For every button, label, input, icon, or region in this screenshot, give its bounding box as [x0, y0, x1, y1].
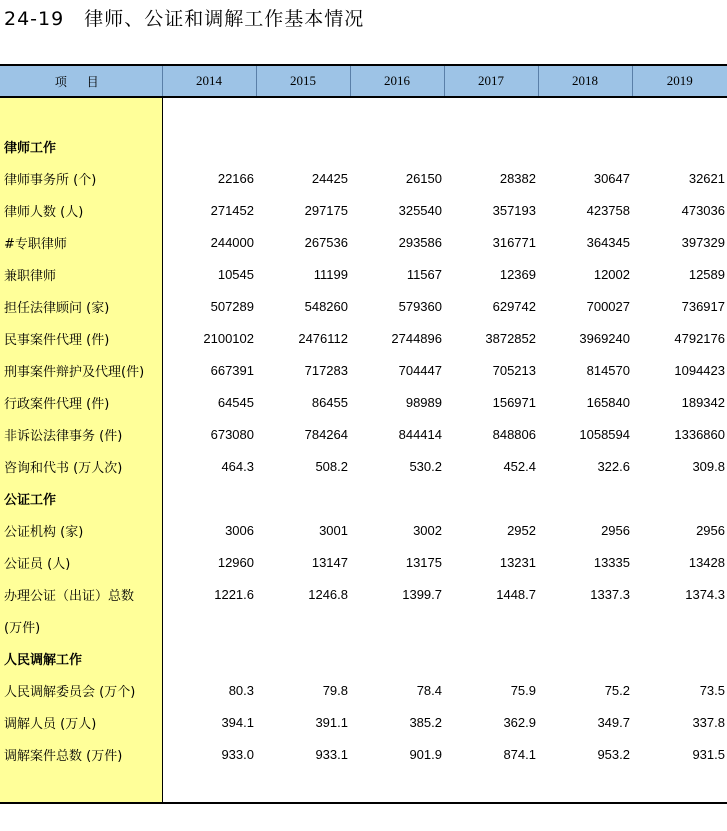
cell-value: 473036	[681, 202, 725, 218]
table-row	[0, 578, 727, 610]
row-label: 律师事务所 (个)	[0, 162, 162, 194]
cell-value: 28382	[499, 170, 536, 186]
row-label: 行政案件代理 (件)	[0, 386, 162, 418]
cell-value	[538, 610, 632, 642]
cell-value: 1246.8	[308, 586, 348, 602]
cell-value: 30647	[593, 170, 630, 186]
cell-value	[444, 770, 538, 803]
cell-value: 316771	[492, 234, 536, 250]
cell-value: 26150	[405, 170, 442, 186]
table-row	[0, 386, 727, 418]
cell-value: 507289	[210, 298, 254, 314]
row-label: 公证员 (人)	[0, 546, 162, 578]
cell-value: 12369	[499, 266, 536, 282]
cell-value: 1374.3	[685, 586, 725, 602]
cell-value: 12589	[688, 266, 725, 282]
cell-value: 673080	[210, 426, 254, 442]
header-year: 2016	[350, 65, 444, 97]
table-row	[0, 706, 727, 738]
cell-value: 13428	[688, 554, 725, 570]
cell-value: 391.1	[315, 714, 348, 730]
cell-value: 165840	[586, 394, 630, 410]
cell-value: 2956	[601, 522, 630, 538]
cell-value	[256, 97, 350, 130]
cell-value	[538, 770, 632, 803]
cell-value	[632, 482, 727, 514]
cell-value: 874.1	[503, 746, 536, 762]
section-heading: 公证工作	[0, 482, 162, 514]
cell-value: 11567	[406, 266, 442, 282]
cell-value	[632, 642, 727, 674]
table-row	[0, 258, 727, 290]
cell-value	[444, 642, 538, 674]
cell-value: 13147	[311, 554, 348, 570]
row-label: 刑事案件辩护及代理(件)	[0, 354, 162, 386]
cell-value	[256, 130, 350, 162]
cell-value: 79.8	[322, 682, 348, 698]
cell-value	[162, 130, 256, 162]
row-label: 公证机构 (家)	[0, 514, 162, 546]
cell-value: 933.0	[221, 746, 254, 762]
cell-value: 548260	[304, 298, 348, 314]
cell-value: 848806	[492, 426, 536, 442]
cell-value: 293586	[398, 234, 442, 250]
cell-value: 271452	[210, 202, 254, 218]
cell-value	[350, 482, 444, 514]
cell-value	[632, 610, 727, 642]
cell-value: 1058594	[579, 426, 630, 442]
cell-value: 3001	[319, 522, 348, 538]
table-row	[0, 482, 727, 514]
cell-value	[162, 610, 256, 642]
cell-value: 2956	[696, 522, 725, 538]
cell-value	[444, 130, 538, 162]
cell-value	[162, 97, 256, 130]
cell-value: 3006	[225, 522, 254, 538]
table-row	[0, 354, 727, 386]
cell-value: 1221.6	[214, 586, 254, 602]
cell-value: 844414	[398, 426, 442, 442]
cell-value: 705213	[492, 362, 536, 378]
cell-value: 349.7	[597, 714, 630, 730]
cell-value: 297175	[304, 202, 348, 218]
cell-value: 75.9	[510, 682, 536, 698]
table-row	[0, 194, 727, 226]
cell-value: 337.8	[692, 714, 725, 730]
cell-value: 24425	[311, 170, 348, 186]
cell-value: 394.1	[221, 714, 254, 730]
cell-value: 579360	[398, 298, 442, 314]
cell-value: 1337.3	[590, 586, 630, 602]
cell-value: 1448.7	[496, 586, 536, 602]
table-row	[0, 610, 727, 642]
cell-value: 704447	[398, 362, 442, 378]
cell-value	[538, 482, 632, 514]
cell-value: 362.9	[503, 714, 536, 730]
cell-value: 508.2	[315, 458, 348, 474]
cell-value	[162, 770, 256, 803]
cell-value: 423758	[586, 202, 630, 218]
cell-value: 1336860	[674, 426, 725, 442]
row-label: 调解人员 (万人)	[0, 706, 162, 738]
cell-value	[632, 130, 727, 162]
cell-value: 901.9	[409, 746, 442, 762]
table-row	[0, 130, 727, 162]
row-label: 民事案件代理 (件)	[0, 322, 162, 354]
cell-value: 4792176	[674, 330, 725, 346]
cell-value	[632, 770, 727, 803]
cell-value: 357193	[492, 202, 536, 218]
header-year: 2017	[444, 65, 538, 97]
cell-value: 736917	[681, 298, 725, 314]
cell-value	[256, 770, 350, 803]
cell-value	[256, 610, 350, 642]
cell-value: 3002	[413, 522, 442, 538]
cell-value	[350, 610, 444, 642]
cell-value: 2744896	[391, 330, 442, 346]
cell-value: 1094423	[674, 362, 725, 378]
statistics-table	[0, 64, 727, 804]
cell-value: 2100102	[203, 330, 254, 346]
table-row	[0, 162, 727, 194]
section-heading: 律师工作	[0, 130, 162, 162]
table-row	[0, 418, 727, 450]
cell-value: 2952	[507, 522, 536, 538]
cell-value	[256, 642, 350, 674]
row-label: 兼职律师	[0, 258, 162, 290]
cell-value	[444, 97, 538, 130]
table-row	[0, 674, 727, 706]
cell-value: 530.2	[409, 458, 442, 474]
row-label	[0, 770, 162, 803]
header-row	[0, 65, 727, 97]
table-title: 律师、公证和调解工作基本情况	[84, 8, 365, 30]
cell-value	[444, 610, 538, 642]
cell-value: 267536	[304, 234, 348, 250]
cell-value: 78.4	[416, 682, 442, 698]
cell-value: 322.6	[597, 458, 630, 474]
cell-value: 189342	[681, 394, 725, 410]
cell-value: 32621	[688, 170, 725, 186]
row-label: 调解案件总数 (万件)	[0, 738, 162, 770]
cell-value: 397329	[681, 234, 725, 250]
cell-value: 325540	[398, 202, 442, 218]
cell-value: 13175	[405, 554, 442, 570]
cell-value	[350, 130, 444, 162]
row-label: #专职律师	[0, 226, 162, 258]
cell-value: 12002	[593, 266, 630, 282]
cell-value: 75.2	[604, 682, 630, 698]
cell-value: 629742	[492, 298, 536, 314]
row-label: (万件)	[0, 610, 162, 642]
cell-value: 931.5	[692, 746, 725, 762]
cell-value: 717283	[304, 362, 348, 378]
table-row	[0, 97, 727, 130]
cell-value: 86455	[311, 394, 348, 410]
cell-value: 667391	[210, 362, 254, 378]
cell-value: 12960	[217, 554, 254, 570]
table-row	[0, 642, 727, 674]
row-label: 人民调解委员会 (万个)	[0, 674, 162, 706]
cell-value: 156971	[492, 394, 536, 410]
cell-value: 3969240	[579, 330, 630, 346]
cell-value: 244000	[210, 234, 254, 250]
cell-value: 814570	[586, 362, 630, 378]
cell-value: 933.1	[315, 746, 348, 762]
table-row	[0, 450, 727, 482]
cell-value: 784264	[304, 426, 348, 442]
cell-value: 22166	[217, 170, 254, 186]
row-label: 担任法律顾问 (家)	[0, 290, 162, 322]
cell-value: 309.8	[692, 458, 725, 474]
cell-value: 364345	[586, 234, 630, 250]
table-row	[0, 226, 727, 258]
cell-value: 10545	[217, 266, 254, 282]
cell-value: 11199	[313, 266, 348, 282]
cell-value: 98989	[405, 394, 442, 410]
cell-value: 2476112	[298, 330, 348, 346]
cell-value: 452.4	[503, 458, 536, 474]
cell-value	[350, 97, 444, 130]
cell-value: 464.3	[221, 458, 254, 474]
table-row	[0, 738, 727, 770]
cell-value: 80.3	[228, 682, 254, 698]
row-label: 咨询和代书 (万人次)	[0, 450, 162, 482]
cell-value: 953.2	[597, 746, 630, 762]
table-row	[0, 546, 727, 578]
cell-value: 3872852	[485, 330, 536, 346]
cell-value	[350, 770, 444, 803]
row-label: 律师人数 (人)	[0, 194, 162, 226]
cell-value: 73.5	[699, 682, 725, 698]
row-label: 办理公证（出证）总数	[0, 578, 162, 610]
cell-value	[350, 642, 444, 674]
header-item-label: 项 目	[0, 65, 162, 97]
table-row	[0, 770, 727, 803]
cell-value	[162, 642, 256, 674]
cell-value	[632, 97, 727, 130]
cell-value: 1399.7	[402, 586, 442, 602]
cell-value	[256, 482, 350, 514]
cell-value: 13335	[593, 554, 630, 570]
row-label: 非诉讼法律事务 (件)	[0, 418, 162, 450]
section-heading: 人民调解工作	[0, 642, 162, 674]
cell-value	[538, 642, 632, 674]
header-year: 2015	[256, 65, 350, 97]
cell-value	[444, 482, 538, 514]
cell-value	[538, 97, 632, 130]
table-row	[0, 290, 727, 322]
cell-value: 64545	[217, 394, 254, 410]
cell-value: 13231	[499, 554, 536, 570]
table-row	[0, 322, 727, 354]
table-number: 24-19	[4, 8, 65, 30]
cell-value: 700027	[586, 298, 630, 314]
table-row	[0, 514, 727, 546]
header-year: 2019	[632, 65, 727, 97]
row-label	[0, 97, 162, 130]
cell-value: 385.2	[409, 714, 442, 730]
header-year: 2018	[538, 65, 632, 97]
cell-value	[162, 482, 256, 514]
header-year: 2014	[162, 65, 256, 97]
cell-value	[538, 130, 632, 162]
page-title	[4, 4, 364, 31]
